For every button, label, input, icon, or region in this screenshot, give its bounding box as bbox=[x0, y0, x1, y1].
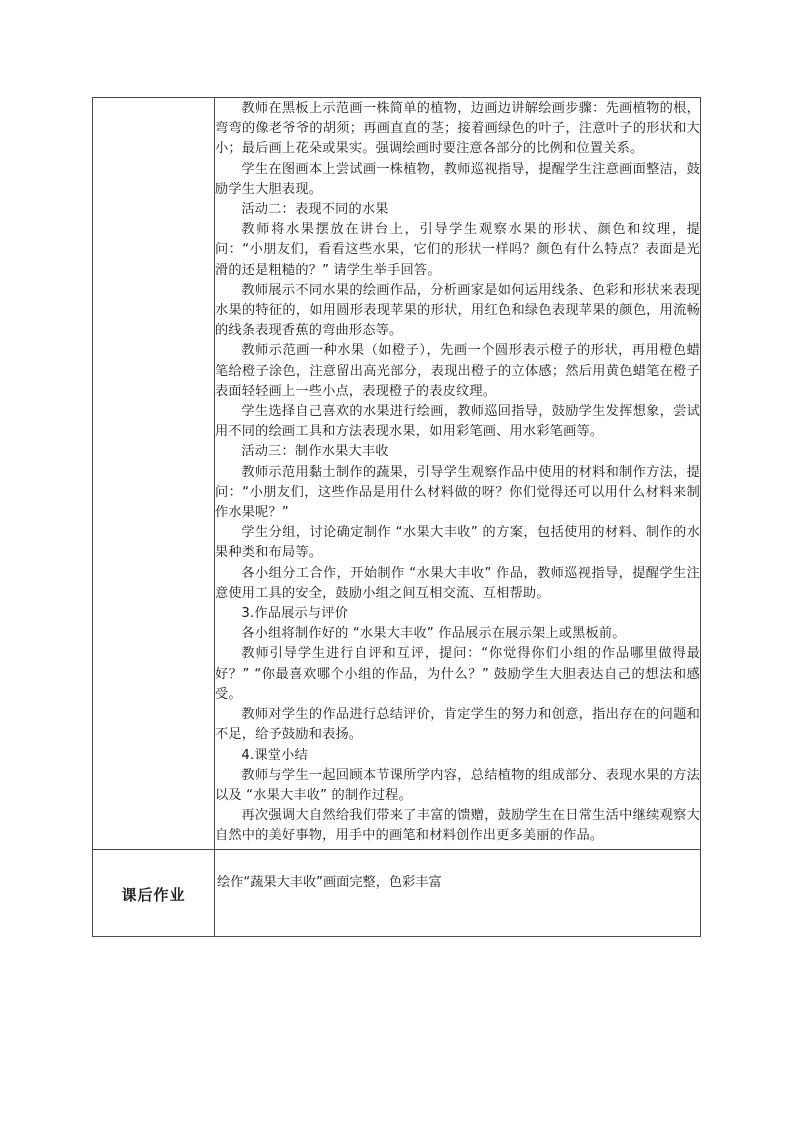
paragraph: 教师引导学生进行自评和互评，提问：“你觉得你们小组的作品哪里做得最好？” “你最喜欢哪个小组的作品，为什么？” 鼓励学生大胆表达自己的想法和感受。 bbox=[215, 646, 700, 702]
paragraph: 各小组分工合作，开始制作 “水果大丰收” 作品，教师巡视指导，提醒学生注意使用工具的安全，鼓励小组之间互相交流、互相帮助。 bbox=[215, 565, 700, 601]
paragraph: 各小组将制作好的 “水果大丰收” 作品展示在展示架上或黑板前。 bbox=[241, 626, 626, 642]
paragraph: 教师示范画一种水果（如橙子），先画一个圆形表示橙子的形状，再用橙色蜡笔给橙子涂色，注意留出高光部分，表现出橙子的立体感；然后用黄色蜡笔在橙子表面轻轻画上一些小点，表现橙子的表皮纹理。 bbox=[215, 343, 700, 399]
process-content-cell bbox=[215, 98, 701, 850]
paragraph: 学生在图画本上尝试画一株植物，教师巡视指导，提醒学生注意画面整洁，鼓励学生大胆表现。 bbox=[215, 161, 700, 197]
paragraph: 再次强调大自然给我们带来了丰富的馈赠，鼓励学生在日常生活中继续观察大自然中的美好事物，用手中的画笔和材料创作出更多美丽的作品。 bbox=[215, 808, 700, 844]
paragraph: 教师与学生一起回顾本节课所学内容，总结植物的组成部分、表现水果的方法以及 “水果大丰收” 的制作过程。 bbox=[215, 767, 700, 803]
homework-label-cell bbox=[93, 849, 215, 936]
paragraph: 教师将水果摆放在讲台上，引导学生观察水果的形状、颜色和纹理，提问：“小朋友们，看看这些水果，它们的形状一样吗？颜色有什么特点？表面是光滑的还是粗糙的？” 请学生举手回答。 bbox=[215, 222, 700, 278]
paragraph: 学生选择自己喜欢的水果进行绘画，教师巡回指导，鼓励学生发挥想象，尝试用不同的绘画工具和方法表现水果，如用彩笔画、用水彩笔画等。 bbox=[215, 404, 700, 440]
paragraph: 教师示范用黏土制作的蔬果，引导学生观察作品中使用的材料和制作方法，提问：“小朋友们，这些作品是用什么材料做的呀？你们觉得还可以用什么材料来制作水果呢？” bbox=[215, 464, 700, 521]
paragraph: 学生分组，讨论确定制作 “水果大丰收” 的方案，包括使用的材料、制作的水果种类和布局等。 bbox=[215, 525, 700, 561]
process-label-cell bbox=[93, 98, 215, 850]
teaching-process-row bbox=[93, 98, 701, 850]
homework-row bbox=[93, 849, 701, 936]
paragraph: 教师对学生的作品进行总结评价，肯定学生的努力和创意，指出存在的问题和不足，给予鼓励和表扬。 bbox=[215, 707, 700, 743]
activity-heading: 活动二：表现不同的水果 bbox=[241, 202, 389, 218]
activity-heading: 活动三：制作水果大丰收 bbox=[241, 444, 389, 460]
homework-label: 课后作业 bbox=[121, 885, 186, 904]
paragraph: 教师展示不同水果的绘画作品，分析画家是如何运用线条、色彩和形状来表现水果的特征的，如用圆形表现苹果的形状，用红色和绿色表现苹果的颜色，用流畅的线条表现香蕉的弯曲形态等。 bbox=[215, 282, 700, 339]
lesson-plan-table bbox=[92, 97, 701, 937]
paragraph: 教师在黑板上示范画一株简单的植物，边画边讲解绘画步骤：先画植物的根，弯弯的像老爷爷的胡须；再画直直的茎；接着画绿色的叶子，注意叶子的形状和大小；最后画上花朵或果实。强调绘画时要注意各部分的比例和位置关系。 bbox=[215, 101, 700, 157]
homework-content-cell bbox=[215, 849, 701, 936]
homework-text: 绘作“蔬果大丰收”画面完整，色彩丰富 bbox=[217, 874, 442, 890]
section-heading: 4.课堂小结 bbox=[241, 747, 308, 763]
section-heading: 3.作品展示与评价 bbox=[241, 606, 349, 622]
